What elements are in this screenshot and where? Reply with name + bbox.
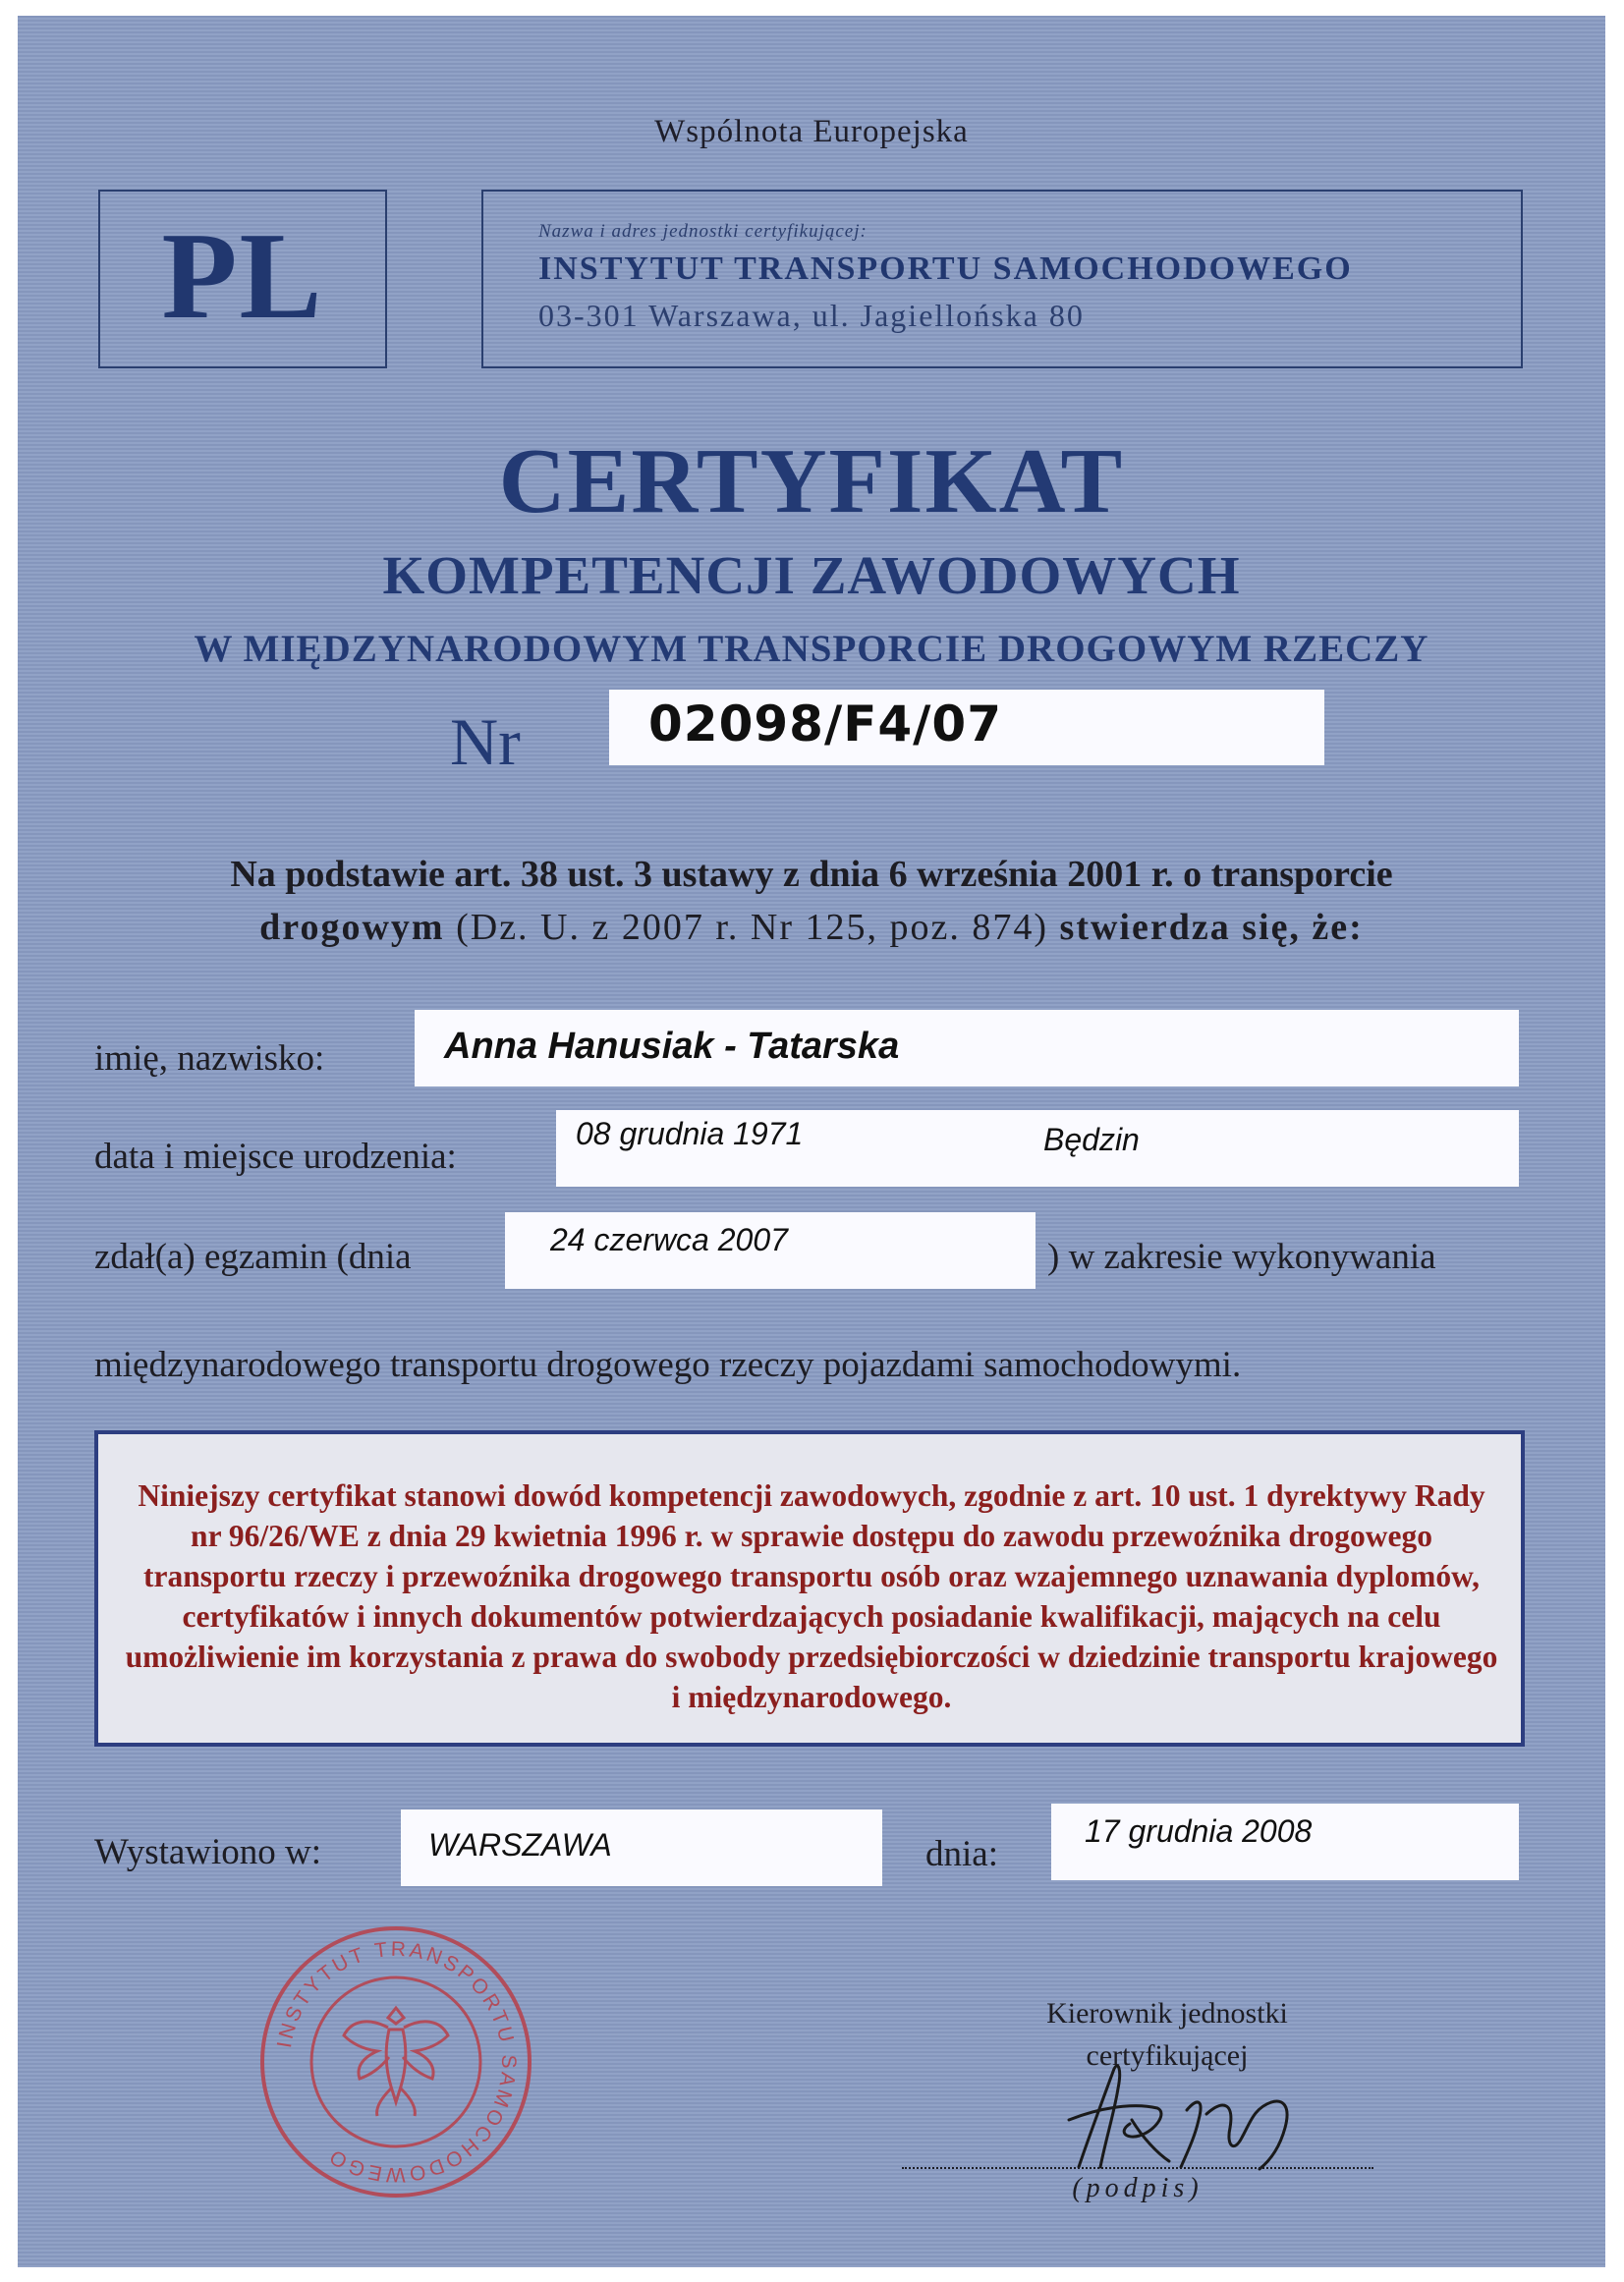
- scope-text: międzynarodowego transportu drogowego rzeczy pojazdami samochodowymi.: [94, 1345, 1242, 1385]
- exam-date-field: [505, 1212, 1036, 1289]
- legal-basis-line-1: Na podstawie art. 38 ust. 3 ustawy z dnia 6 września 2001 r. o transporcie: [230, 854, 1393, 895]
- country-code: PL: [161, 208, 324, 345]
- certificate-sheet: [18, 16, 1605, 2267]
- country-code-box: [98, 190, 387, 368]
- institution-stamp: [253, 1920, 538, 2204]
- legal-basis-line-2: [18, 906, 1605, 949]
- issue-place-label: Wystawiono w:: [94, 1832, 322, 1872]
- issue-place: WARSZAWA: [428, 1827, 612, 1863]
- issue-date-field: [1051, 1804, 1519, 1880]
- signer-title-line-1: Kierownik jednostki: [1046, 1997, 1288, 2030]
- institution-caption: Nazwa i adres jednostki certyfikującej:: [538, 221, 868, 242]
- eagle-emblem-icon: [344, 2008, 448, 2116]
- number-label: Nr: [450, 704, 521, 779]
- issue-place-field: [401, 1809, 882, 1886]
- signature-caption: (podpis): [1072, 2173, 1204, 2203]
- birth-place: Będzin: [1043, 1122, 1140, 1157]
- birth-field: [556, 1110, 1519, 1187]
- signer-title-line-2: certyfikującej: [1086, 2039, 1249, 2072]
- institution-box: [481, 190, 1523, 368]
- directive-notice: [94, 1430, 1525, 1747]
- handwritten-signature: [1049, 2059, 1344, 2177]
- exam-suffix: ) w zakresie wykonywania: [1047, 1237, 1436, 1277]
- svg-text:INSTYTUT TRANSPORTU SAMOCHODOW: INSTYTUT TRANSPORTU SAMOCHODOWEGO: [273, 1937, 521, 2187]
- name-label: imię, nazwisko:: [94, 1038, 325, 1079]
- institution-address: 03-301 Warszawa, ul. Jagiellońska 80: [538, 298, 1085, 333]
- name-value: Anna Hanusiak - Tatarska: [444, 1026, 900, 1067]
- directive-notice-text: Niniejszy certyfikat stanowi dowód kompetencji zawodowych, zgodnie z art. 10 ust. 1 dyrektywy Rady nr 96/26/WE z dnia 29 kwietnia 1996 r. w sprawie dostępu do zawodu przewoźnika drogowego transportu rzeczy i przewoźnika drogowego transportu osób oraz wzajemnego uznawania dyplomów, certyfikatów i innych dokumentów potwierdzających posiadanie kwalifikacji, mających na celu umożliwienie im korzystania z prawa do swobody przedsiębiorczości w dziedzinie transportu krajowego i międzynarodowego.: [125, 1478, 1498, 1714]
- name-field: [415, 1010, 1519, 1086]
- certificate-subtitle: KOMPETENCJI ZAWODOWYCH: [382, 545, 1241, 605]
- institution-name: INSTYTUT TRANSPORTU SAMOCHODOWEGO: [538, 250, 1353, 287]
- exam-label: zdał(a) egzamin (dnia: [94, 1237, 412, 1277]
- number-field: [609, 690, 1324, 765]
- legal-basis-reference: (Dz. U. z 2007 r. Nr 125, poz. 874): [444, 907, 1060, 948]
- certificate-scope-title: W MIĘDZYNARODOWYM TRANSPORCIE DROGOWYM RZECZY: [194, 628, 1429, 670]
- exam-date: 24 czerwca 2007: [550, 1222, 788, 1257]
- birth-date: 08 grudnia 1971: [576, 1116, 804, 1151]
- legal-basis-bold-start: drogowym: [259, 907, 445, 948]
- legal-basis-bold-end: stwierdza się, że:: [1059, 907, 1364, 948]
- issue-date-label: dnia:: [925, 1834, 998, 1874]
- issue-date: 17 grudnia 2008: [1085, 1813, 1313, 1849]
- community-heading: Wspólnota Europejska: [654, 114, 969, 149]
- certificate-number: 02098/F4/07: [648, 696, 1002, 752]
- signature-line: [902, 2167, 1373, 2169]
- certificate-title: CERTYFIKAT: [498, 430, 1125, 532]
- birth-label: data i miejsce urodzenia:: [94, 1137, 457, 1177]
